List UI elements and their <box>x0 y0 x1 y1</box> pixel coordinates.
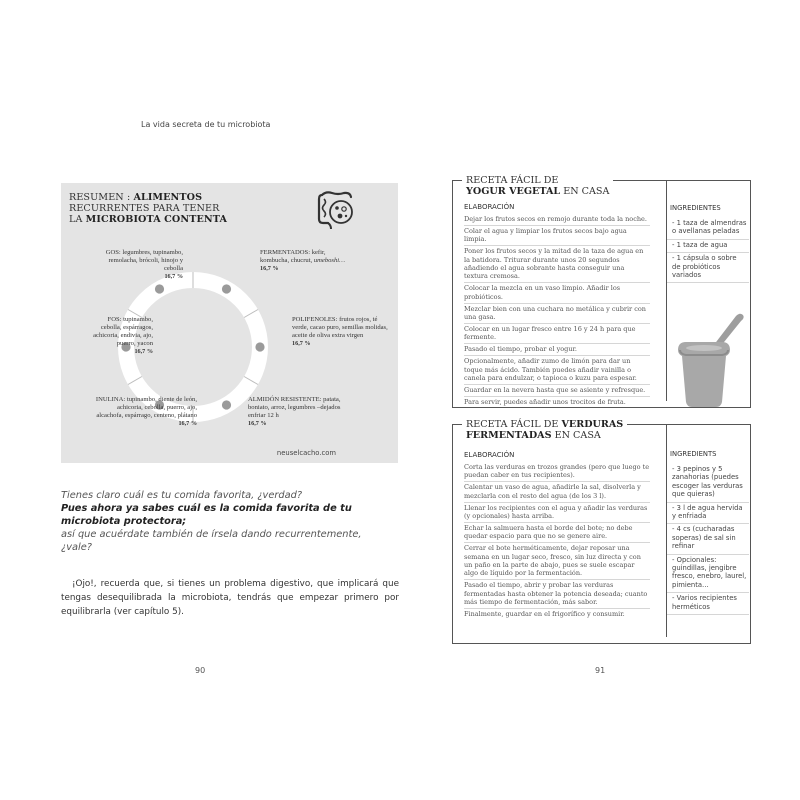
summary-title-part: RECURRENTES PARA TENER <box>69 203 220 214</box>
segment-foods: frutos rojos, té verde, cacao puro, semillas molidas, aceite de oliva extra virgen <box>292 316 388 339</box>
running-header: La vida secreta de tu microbiota <box>141 120 271 129</box>
ingredient-item: - Varios recipientes herméticos <box>667 593 749 615</box>
segment-foods: patata, boniato, arroz, legumbres –dejados enfriar 12 h <box>248 396 341 419</box>
quote-line-1: Tienes claro cuál es tu comida favorita, ¿verdad? <box>61 490 303 501</box>
ingredient-item: - 3 pepinos y 5 zanahorias (puedes escoger las verduras que quieras) <box>667 464 749 503</box>
summary-title-part: LA <box>69 214 86 225</box>
segment-fos <box>89 316 153 356</box>
segment-foods: tupinambo, cebolla, espárragos, achicoria, endivia, ajo, puerro, yacon <box>93 316 153 347</box>
recipe-step: Calentar un vaso de agua, añadirle la sal, disolverla y mezclarla con el resto del agua (de los 3 l). <box>464 482 650 502</box>
summary-box <box>61 183 398 463</box>
recipe-step: Colocar en un lugar fresco entre 16 y 24 h para que fermente. <box>464 324 650 344</box>
elaboration-label: ELABORACIÓN <box>464 451 515 459</box>
segment-percent: 16,7 % <box>178 420 197 427</box>
segment-name: FERMENTADOS: <box>260 249 311 256</box>
summary-title-bold: MICROBIOTA CONTENTA <box>85 214 228 225</box>
recipe-step: Colar el agua y limpiar los frutos secos bajo agua limpia. <box>464 226 650 246</box>
ingredient-item: - 4 cs (cucharadas soperas) de sal sin refinar <box>667 524 749 554</box>
segment-name: FOS: <box>107 316 122 323</box>
quote-line-3: así que acuérdate también de írsela dando recurrentemente, ¿vale? <box>61 529 362 553</box>
segment-foods: legumbres, tupinambo, remolacha, brócoli, hinojo y cebolla <box>108 249 183 272</box>
recipe-step: Echar la salmuera hasta el borde del bote; no debe quedar espacio para que no se genere aire. <box>464 523 650 543</box>
ingredient-item: - 1 cápsula o sobre de probióticos variados <box>667 253 749 283</box>
segment-inulina <box>89 396 197 428</box>
segment-name: GOS: <box>105 249 121 256</box>
credit: neuselcacho.com <box>276 449 336 457</box>
recipe-step: Pasado el tiempo, probar el yogur. <box>464 344 650 356</box>
recipe-step: Mezclar bien con una cuchara no metálica y cubrir con una gasa. <box>464 304 650 324</box>
page-number-left: 90 <box>195 666 206 675</box>
summary-title-part: RESUMEN : <box>69 192 134 203</box>
recipe-step: Opcionalmente, añadir zumo de limón para dar un toque más ácido. También puedes añadir vainilla o canela para endulzar, o tapioca o kuzu para espesar. <box>464 356 650 385</box>
wheel-node <box>255 342 264 351</box>
title-bold: VERDURAS <box>561 419 624 430</box>
title-part: RECETA FÁCIL DE <box>466 175 559 186</box>
recipe-step: Finalmente, guardar en el frigorífico y consumir. <box>464 610 625 619</box>
segment-percent: 16,7 % <box>134 348 153 355</box>
segment-percent: 16,7 % <box>248 420 267 427</box>
recipe-step: Para servir, puedes añadir unos trocitos de fruta. <box>464 397 626 406</box>
segment-percent: 16,7 % <box>164 273 183 280</box>
yogurt-cup-icon <box>676 310 746 410</box>
summary-title-bold: ALIMENTOS <box>133 192 203 203</box>
recipe-step: Guardar en la nevera hasta que se asiente y refresque. <box>464 385 650 397</box>
title-part: EN CASA <box>551 430 601 441</box>
recipe-step: Corta las verduras en trozos grandes (pero que luego te puedan caber en tus recipientes). <box>464 462 650 482</box>
segment-name: ALMIDÓN RESISTENTE: <box>248 396 322 403</box>
ingredient-item: - 1 taza de almendras o avellanas peladas <box>667 218 749 240</box>
segment-name: POLIFENOLES: <box>292 316 338 323</box>
page-number-right: 91 <box>595 666 606 675</box>
quote-block <box>61 489 391 554</box>
recipe-yogur-steps <box>464 214 650 408</box>
recipe-verduras-title <box>462 419 627 441</box>
recipe-step: Poner los frutos secos y la mitad de la taza de agua en la batidora. Triturar durante unos 20 segundos añadiendo el agua sobrante hasta conseguir una textura cremosa. <box>464 246 650 283</box>
segment-percent: 16,7 % <box>292 340 311 347</box>
wheel-node <box>155 284 164 293</box>
recipe-verduras-box <box>452 419 751 644</box>
ingredients-label: INGREDIENTS <box>670 450 717 458</box>
ingredients-list <box>667 218 749 283</box>
ingredient-item: - Opcionales: guindillas, jengibre fresco, enebro, laurel, pimienta… <box>667 555 749 594</box>
segment-foods: tupinambo, diente de león, achicoria, cebolla, puerro, ajo, alcachofa, espárrago, centeno, plátano <box>96 396 197 419</box>
ingredients-label: INGREDIENTES <box>670 204 721 212</box>
segment-fermentados <box>260 249 346 273</box>
title-part: EN CASA <box>560 186 610 197</box>
quote-line-2: Pues ahora ya sabes cuál es la comida favorita de tu microbiota protectora; <box>61 503 352 527</box>
segment-foods: kefir, kombucha, chucrut, <box>260 249 326 264</box>
recipe-step: Llenar los recipientes con el agua y añadir las verduras (y opcionales) hasta arriba. <box>464 503 650 523</box>
ingredients-list <box>667 464 749 615</box>
body-note: ¡Ojo!, recuerda que, si tienes un problema digestivo, que implicará que tengas desequilibrada la microbiota, tendrás que empezar primero por equilibrarla (ver capítulo 5). <box>61 579 399 617</box>
segment-polifenoles <box>292 316 388 348</box>
recipe-yogur-title <box>462 175 613 197</box>
recipe-verduras-ingredients <box>666 424 749 637</box>
recipe-step: Pasado el tiempo, abrir y probar las verduras fermentadas hasta obtener la potencia deseada; cuanto más tiempo de fermentación, más sabor. <box>464 580 650 609</box>
segment-gos <box>89 249 183 281</box>
recipe-step: Colocar la mezcla en un vaso limpio. Añadir los probióticos. <box>464 283 650 303</box>
segment-almidon <box>248 396 352 428</box>
title-part: RECETA FÁCIL DE <box>466 419 562 430</box>
wheel-node <box>222 284 231 293</box>
ingredient-item: - 1 taza de agua <box>667 240 749 253</box>
recipe-step: Dejar los frutos secos en remojo durante toda la noche. <box>464 214 650 226</box>
title-bold: YOGUR VEGETAL <box>466 186 561 197</box>
recipe-step: Cerrar el bote herméticamente, dejar reposar una semana en un lugar seco, fresco, sin luz directa y con un paño en la parte de abajo, pues se suele escapar algo de líquido por la fermentación. <box>464 543 650 580</box>
segment-percent: 16,7 % <box>260 265 279 272</box>
title-bold: FERMENTADAS <box>466 430 552 441</box>
ingredient-item: - 3 l de agua hervida y enfriada <box>667 503 749 525</box>
segment-foods-italic: umeboshi… <box>313 257 345 264</box>
segment-name: INULINA: <box>95 396 126 403</box>
recipe-verduras-steps <box>464 462 650 620</box>
wheel-node <box>222 400 231 409</box>
elaboration-label: ELABORACIÓN <box>464 203 515 211</box>
